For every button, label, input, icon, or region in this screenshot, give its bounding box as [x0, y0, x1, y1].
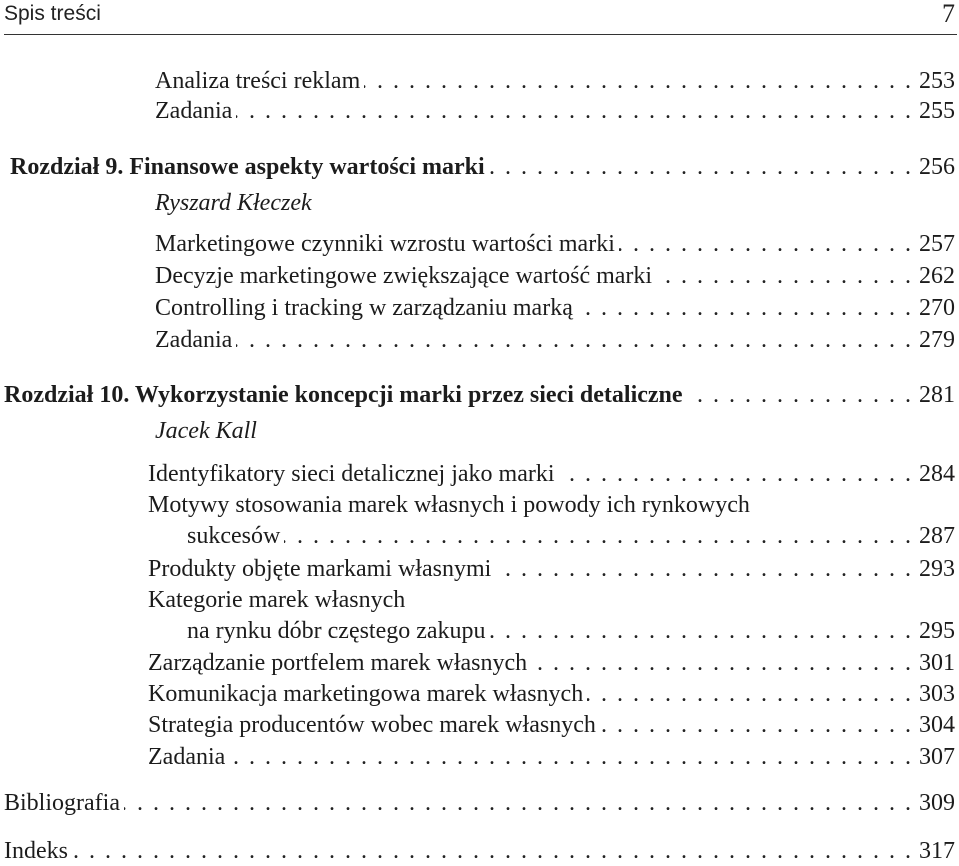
dot-leader	[284, 521, 911, 551]
toc-entry-title: Komunikacja marketingowa marek własnych	[148, 681, 584, 707]
toc-entry	[155, 229, 955, 259]
chapter-author: Jacek Kall	[155, 418, 257, 444]
toc-entry-title: Decyzje marketingowe zwiększające wartość marki	[155, 263, 653, 289]
toc-chapter-page: 256	[919, 154, 955, 180]
toc-chapter-title: Rozdział 9. Finansowe aspekty wartości marki	[10, 154, 485, 180]
dot-leader	[229, 742, 911, 772]
toc-entry-page: 301	[919, 650, 955, 676]
toc-entry-page: 309	[919, 790, 955, 816]
header-rule	[4, 34, 957, 35]
dot-leader	[490, 616, 911, 646]
toc-entry-page: 304	[919, 712, 955, 738]
toc-entry	[155, 261, 955, 291]
toc-entry	[148, 710, 955, 740]
toc-entry-page: 253	[919, 68, 955, 94]
dot-leader	[656, 261, 911, 291]
header-page-number: 7	[942, 0, 955, 28]
toc-entry-title-line: Motywy stosowania marek własnych i powody ich rynkowych	[148, 492, 750, 518]
dot-leader	[236, 325, 911, 355]
dot-leader	[124, 788, 911, 818]
toc-chapter-9	[10, 152, 955, 182]
toc-entry-title: Marketingowe czynniki wzrostu wartości marki	[155, 231, 615, 257]
toc-entry-title: Identyfikatory sieci detalicznej jako marki	[148, 461, 555, 487]
dot-leader	[531, 648, 911, 678]
toc-entry-title: Strategia producentów wobec marek własnych	[148, 712, 596, 738]
dot-leader	[364, 66, 911, 96]
toc-entry	[187, 521, 955, 551]
toc-entry	[148, 459, 955, 489]
toc-entry-title-line: Kategorie marek własnych	[148, 587, 406, 613]
toc-entry-title: Controlling i tracking w zarządzaniu marką	[155, 295, 573, 321]
dot-leader	[495, 554, 911, 584]
toc-entry	[155, 96, 955, 126]
toc-entry	[155, 325, 955, 355]
toc-chapter-page: 281	[919, 382, 955, 408]
toc-entry-page: 284	[919, 461, 955, 487]
dot-leader	[619, 229, 911, 259]
toc-entry-title: Bibliografia	[4, 790, 120, 816]
toc-entry-title: Zadania	[155, 327, 233, 353]
dot-leader	[587, 679, 911, 709]
toc-chapter-10	[4, 380, 955, 410]
toc-entry	[187, 616, 955, 646]
toc-entry	[148, 554, 955, 584]
toc-entry	[148, 742, 955, 772]
toc-entry-title: Analiza treści reklam	[155, 68, 361, 94]
toc-entry	[155, 66, 955, 96]
chapter-author: Ryszard Kłeczek	[155, 190, 312, 216]
dot-leader	[600, 710, 911, 740]
toc-entry	[155, 293, 955, 323]
toc-entry-page: 262	[919, 263, 955, 289]
toc-entry-page: 317	[919, 838, 955, 864]
dot-leader	[687, 380, 911, 410]
toc-entry-title: sukcesów	[187, 523, 281, 549]
toc-entry-page: 307	[919, 744, 955, 770]
toc-entry-page: 287	[919, 523, 955, 549]
toc-bibliography	[4, 788, 955, 818]
toc-chapter-title: Rozdział 10. Wykorzystanie koncepcji marki przez sieci detaliczne	[4, 382, 683, 408]
running-header	[0, 0, 959, 36]
toc-entry-title: Zarządzanie portfelem marek własnych	[148, 650, 528, 676]
dot-leader	[489, 152, 911, 182]
toc-entry-page: 293	[919, 556, 955, 582]
toc-entry-page: 270	[919, 295, 955, 321]
toc-entry-page: 303	[919, 681, 955, 707]
dot-leader	[559, 459, 912, 489]
toc-entry-page: 295	[919, 618, 955, 644]
toc-entry-title: Indeks	[4, 838, 68, 864]
toc-entry	[148, 679, 955, 709]
toc-entry-title: Zadania	[155, 98, 233, 124]
toc-entry-title: na rynku dóbr częstego zakupu	[187, 618, 486, 644]
header-title: Spis treści	[4, 2, 101, 25]
toc-entry-title: Produkty objęte markami własnymi	[148, 556, 492, 582]
toc-entry-page: 257	[919, 231, 955, 257]
dot-leader	[577, 293, 911, 323]
toc-entry-page: 279	[919, 327, 955, 353]
dot-leader	[236, 96, 911, 126]
toc-entry	[148, 648, 955, 678]
toc-entry-page: 255	[919, 98, 955, 124]
toc-entry-title: Zadania	[148, 744, 226, 770]
